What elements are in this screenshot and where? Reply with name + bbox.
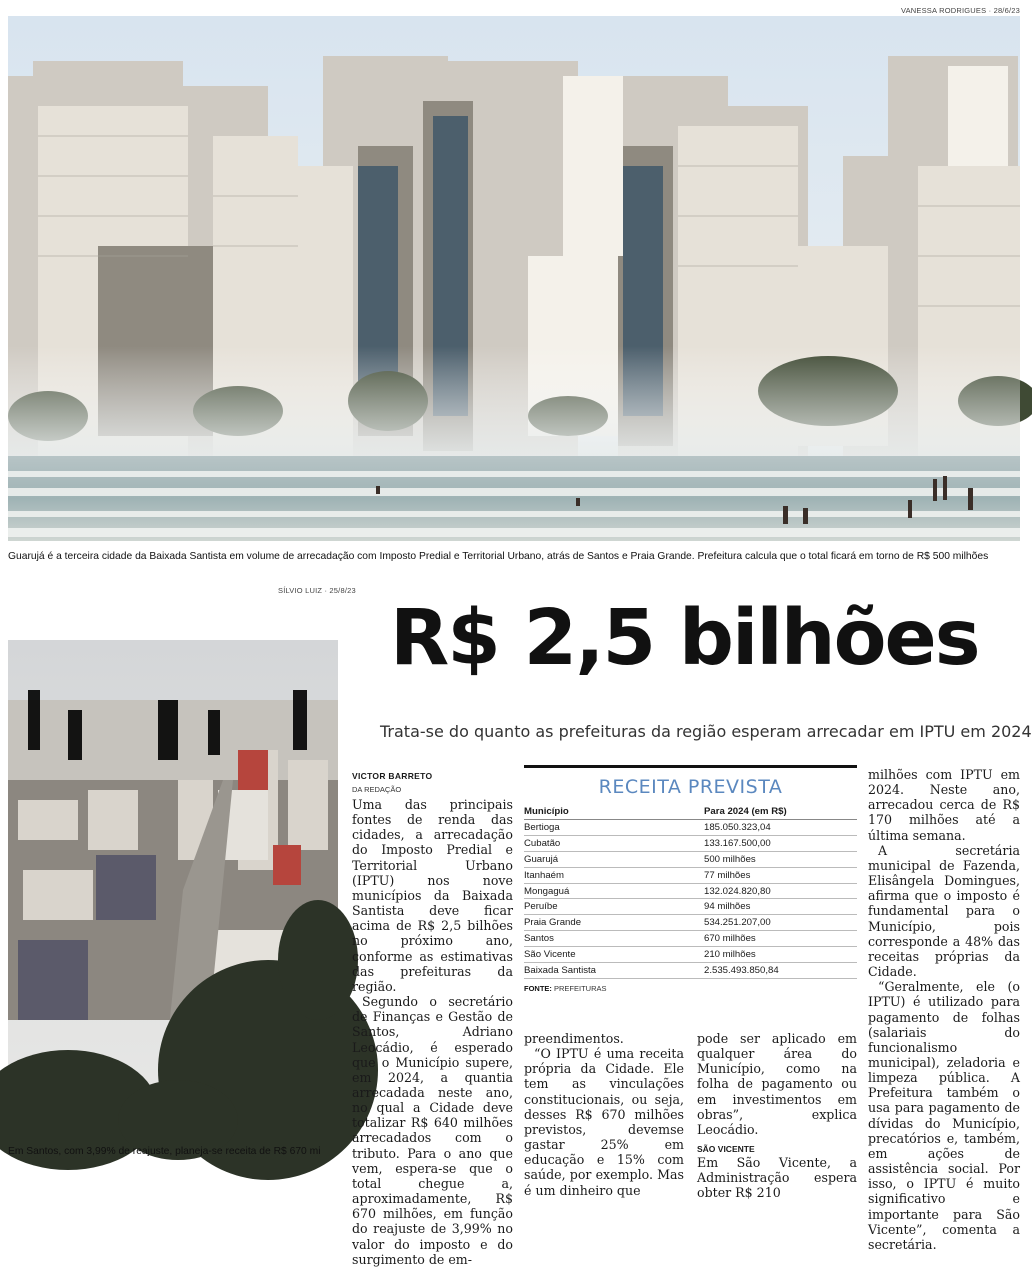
paragraph: A secretária municipal de Fazenda, Elisângela Domingues, afirma que o imposto é fundamental para o Município, pois corresponde a 48% das receitas próprias da Cidade. — [868, 842, 1020, 980]
municipio-cell: Cubatão — [524, 835, 704, 851]
side-photo-caption: Em Santos, com 3,99% de reajuste, planeja-se receita de R$ 670 mi — [8, 1146, 321, 1157]
table-header-row — [524, 804, 857, 820]
valor-cell: 132.024.820,80 — [704, 883, 857, 899]
byline-desk: DA REDAÇÃO — [352, 785, 402, 794]
santos-city-photo — [8, 640, 338, 1137]
table-row — [524, 963, 857, 979]
municipio-cell: Bertioga — [524, 820, 704, 836]
table-row — [524, 931, 857, 947]
subheadline: Trata-se do quanto as prefeituras da região esperam arrecadar em IPTU em 2024 — [380, 722, 1032, 741]
valor-cell: 670 milhões — [704, 931, 857, 947]
article-column-4 — [868, 767, 1020, 1252]
section-heading-sao-vicente: SÃO VICENTE — [697, 1144, 755, 1155]
column-header-municipio: Município — [524, 804, 704, 820]
article-column-2 — [524, 1031, 684, 1198]
top-photo-caption: Guarujá é a terceira cidade da Baixada Santista em volume de arrecadação com Imposto Predial e Territorial Urbano, atrás de Santos e Praia Grande. Prefeitura calcula que o total ficará em torno de R$ 500 milhões — [8, 551, 989, 562]
paragraph: Uma das principais fontes de renda das cidades, a arrecadação do Imposto Predial e Territorial Urbano (IPTU) nos nove municípios da Baixada Santista deve ficar acima de R$ 2,5 bilhões no próximo ano, conforme as estimativas das prefeituras da região. — [352, 797, 513, 994]
beach-skyline-photo — [8, 16, 1020, 541]
municipio-cell: Baixada Santista — [524, 963, 704, 979]
valor-cell: 77 milhões — [704, 867, 857, 883]
source-text: PREFEITURAS — [551, 983, 607, 993]
table-row — [524, 883, 857, 899]
box-top-rule — [524, 765, 857, 768]
revenue-table-box — [524, 765, 857, 1005]
revenue-table — [524, 804, 857, 979]
table-row — [524, 947, 857, 963]
municipio-cell: Itanhaém — [524, 867, 704, 883]
paragraph: “Geralmente, ele (o IPTU) é utilizado para pagamento de folhas (salariais do funcionalismo municipal), zeladoria e limpeza pública. A Prefeitura também o usa para pagamento de dívidas do Município, precatórios e, também, em ações de assistência social. Por isso, o IPTU é muito significativo e importante para São Vicente”, comenta a secretária. — [868, 979, 1020, 1252]
table-row — [524, 851, 857, 867]
valor-cell: 133.167.500,00 — [704, 835, 857, 851]
table-row — [524, 835, 857, 851]
valor-cell: 210 milhões — [704, 947, 857, 963]
box-title: RECEITA PREVISTA — [598, 776, 783, 798]
paragraph: Segundo o secretário de Finanças e Gestão de Santos, Adriano Leocádio, é esperado que o Município supere, em 2024, a quantia arrecadada neste ano, no qual a Cidade deve totalizar R$ 640 milhões arrecadados com o tributo. Para o ano que vem, espera-se que o total chegue a, aproximadamente, R$ 670 milhões, em função do reajuste de 3,99% no valor do imposto e do surgimento de em- — [352, 994, 513, 1267]
table-row — [524, 915, 857, 931]
article-column-3 — [697, 1031, 857, 1201]
paragraph: “O IPTU é uma receita própria da Cidade. Ele tem as vinculações constitucionais, ou seja, desses R$ 670 milhões previstos, devemse gastar 25% em educação e 15% com saúde, por exemplo. Mas é um dinheiro que — [524, 1046, 684, 1198]
valor-cell: 2.535.493.850,84 — [704, 963, 857, 979]
top-photo-credit: VANESSA RODRIGUES · 28/6/23 — [900, 6, 1020, 15]
municipio-cell: Peruíbe — [524, 899, 704, 915]
table-row — [524, 867, 857, 883]
municipio-cell: Santos — [524, 931, 704, 947]
municipio-cell: Mongaguá — [524, 883, 704, 899]
article-column-1 — [352, 797, 513, 1267]
paragraph: preendimentos. — [524, 1031, 624, 1046]
municipio-cell: São Vicente — [524, 947, 704, 963]
valor-cell: 534.251.207,00 — [704, 915, 857, 931]
valor-cell: 185.050.323,04 — [704, 820, 857, 836]
municipio-cell: Guarujá — [524, 851, 704, 867]
paragraph: milhões com IPTU em 2024. Neste ano, arrecadou cerca de R$ 170 milhões até a última semana. — [868, 767, 1020, 843]
table-source — [524, 984, 857, 993]
side-photo-credit: SÍLVIO LUIZ · 25/8/23 — [278, 586, 356, 595]
source-label: FONTE: — [524, 983, 552, 993]
paragraph: pode ser aplicado em qualquer área do Município, como na folha de pagamento ou em investimentos em obras”, explica Leocádio. — [697, 1031, 857, 1137]
byline-author: VICTOR BARRETO — [352, 771, 433, 781]
table-row — [524, 820, 857, 836]
valor-cell: 500 milhões — [704, 851, 857, 867]
valor-cell: 94 milhões — [704, 899, 857, 915]
paragraph: Em São Vicente, a Administração espera obter R$ 210 — [697, 1155, 857, 1201]
table-row — [524, 899, 857, 915]
municipio-cell: Praia Grande — [524, 915, 704, 931]
headline: R$ 2,5 bilhões — [390, 594, 979, 683]
column-header-valor: Para 2024 (em R$) — [704, 804, 857, 820]
